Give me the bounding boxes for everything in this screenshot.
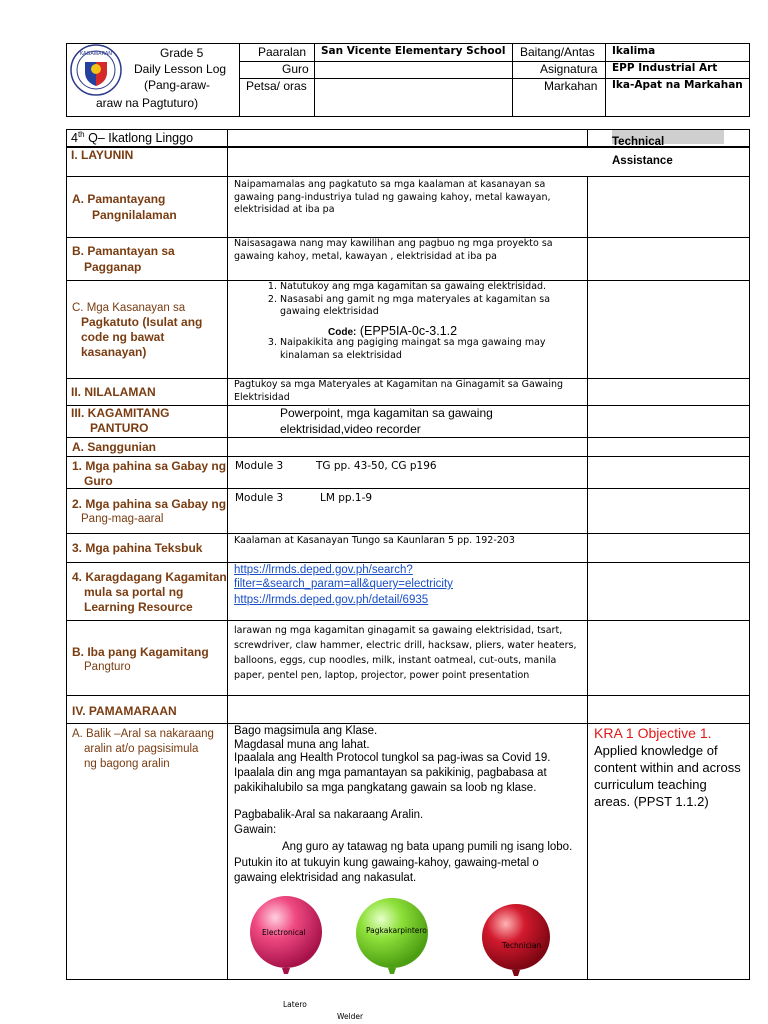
welder-label: Welder xyxy=(337,1012,364,1021)
pamantayang-text: Naipamamalas ang pagkatuto sa mga kaalaman at kasanayan sa gawaing pang-industriya tulad ng gawaing kahoy, metal kawayan, elektrisidad at iba pa xyxy=(234,179,551,215)
title-log: Daily Lesson Log xyxy=(134,62,227,76)
row-line xyxy=(66,533,750,534)
layunin-heading: I. LAYUNIN xyxy=(71,148,134,162)
kasanayan-label-1: C. Mga Kasanayan sa xyxy=(72,302,186,314)
week-divider-2 xyxy=(587,129,588,147)
header-divider-1 xyxy=(239,43,240,117)
baitang-value: Ikalima xyxy=(612,45,656,57)
row-line xyxy=(66,695,750,696)
header-divider-2 xyxy=(314,43,315,117)
kasanayan-label-4: kasanayan) xyxy=(81,345,147,359)
gabay-mag-label-2: Pang-mag-aaral xyxy=(81,513,164,525)
header-divider-4 xyxy=(605,43,606,117)
balik-label-1: A. Balik –Aral sa nakaraang xyxy=(72,728,214,740)
latero-label: Latero xyxy=(283,1000,307,1009)
gabay-mag-module: Module 3 xyxy=(235,492,284,504)
gabay-guro-label-1: 1. Mga pahina sa Gabay ng xyxy=(72,459,227,473)
balloon-pagkakarpintero[interactable] xyxy=(354,898,430,978)
technical-assistance-label: Technical Assistance xyxy=(612,130,724,144)
row-line xyxy=(66,723,750,724)
deped-seal-logo xyxy=(70,44,122,96)
quarter-label xyxy=(71,130,193,145)
nilalaman-text: Pagtukoy sa mga Materyales at Kagamitan na Ginagamit sa Gawaing Elektrisidad xyxy=(234,379,564,403)
asignatura-label: Asignatura xyxy=(540,62,598,76)
markahan-value: Ika-Apat na Markahan xyxy=(612,79,743,91)
kagamitang-text-2: elektrisidad,video recorder xyxy=(280,422,421,436)
gabay-guro-module: Module 3 xyxy=(235,460,284,472)
row-line xyxy=(66,620,750,621)
nilalaman-heading: II. NILALAMAN xyxy=(71,385,156,399)
procedure-line-3: Ipaalala ang Health Protocol tungkol sa pag-iwas sa Covid 19. xyxy=(234,752,551,764)
kasanayan-list-3 xyxy=(250,337,570,362)
balik-label-2: aralin at/o pagsisimula xyxy=(84,743,199,755)
svg-text:KAGAWARAN: KAGAWARAN xyxy=(79,51,113,57)
pagganap-text: Naisasagawa nang may kawilihan ang pagbuo ng mga proyekto sa gawaing kahoy, metal, kawayan , elektrisidad at iba pa xyxy=(234,238,553,262)
resource-link-1[interactable]: https://lrmds.deped.gov.ph/search? filter=&search_param=all&query=electricity xyxy=(234,564,453,590)
quarter-sup: th xyxy=(77,130,85,139)
kagamitang-text-1: Powerpoint, mga kagamitan sa gawaing xyxy=(280,406,493,420)
code-value: (EPP5IA-0c-3.1.2 xyxy=(356,324,458,338)
balloon-electronical[interactable] xyxy=(248,896,324,978)
pagganap-label-1: B. Pamantayan sa xyxy=(72,244,175,258)
balloon-label: Pagkakarpintero xyxy=(366,926,427,935)
guro-label: Guro xyxy=(282,62,309,76)
iba-pang-label-1: B. Iba pang Kagamitang xyxy=(72,645,209,659)
kasanayan-list xyxy=(250,281,570,319)
pamantayang-label-1: A. Pamantayang xyxy=(72,192,166,206)
kra-title: KRA 1 Objective 1. xyxy=(594,725,712,741)
resource-link-2[interactable]: https://lrmds.deped.gov.ph/detail/6935 xyxy=(234,594,429,606)
pamamaraan-heading: IV. PAMAMARAAN xyxy=(72,704,177,718)
teksbuk-text: Kaalaman at Kasanayan Tungo sa Kaunlaran 5 pp. 192-203 xyxy=(234,535,515,546)
pamantayang-label-2: Pangnilalaman xyxy=(92,208,177,222)
procedure-para-4: Ang guro ay tatawag ng bata upang pumili ng isang lobo. Putukin ito at tukuyin kung gawaing-kahoy, gawaing-metal o gawaing elektrisidad ang nakasulat. xyxy=(234,841,573,884)
procedure-line-1: Bago magsimula ang Klase. xyxy=(234,725,378,737)
paaralan-label: Paaralan xyxy=(258,45,307,59)
kasanayan-item: 3. Naipakikita ang pagiging maingat sa mga gawaing may kinalaman sa elektrisidad xyxy=(280,337,570,362)
gabay-guro-pages: TG pp. 43-50, CG p196 xyxy=(316,460,437,472)
iba-pang-label-2: Pangturo xyxy=(84,661,131,673)
code-label: Code: xyxy=(328,327,357,338)
table-col-line-2 xyxy=(587,176,588,980)
teksbuk-label: 3. Mga pahina Teksbuk xyxy=(72,541,203,555)
header-divider-3 xyxy=(512,43,513,117)
karagdagang-label-3: Learning Resource xyxy=(84,600,193,614)
week-divider-1 xyxy=(227,129,228,147)
kra-text: Applied knowledge of content within and across curriculum teaching areas. (PPST 1.1.2) xyxy=(594,743,741,809)
iba-pang-text: larawan ng mga kagamitan ginagamit sa gawaing elektrisidad, tsart, screwdriver, claw hammer, electric drill, hacksaw, pliers, water heaters, balloons, eggs, cup noodles, milk, instant oatmeal, cut-outs, manila paper, pentel pen, laptop, projector, power point presentation xyxy=(234,625,577,681)
pagganap-label-2: Pagganap xyxy=(84,260,142,274)
kagamitang-heading-1: III. KAGAMITANG xyxy=(71,406,170,420)
paaralan-value: San Vicente Elementary School xyxy=(321,45,506,57)
title-sub2: araw na Pagtuturo) xyxy=(96,96,199,110)
procedure-para-3: Gawain: xyxy=(234,824,277,836)
row-line xyxy=(66,456,750,457)
row-line xyxy=(66,488,750,489)
gabay-mag-pages: LM pp.1-9 xyxy=(320,492,373,504)
procedure-para-2: Pagbabalik-Aral sa nakaraang Aralin. xyxy=(234,809,424,821)
balloon-technician[interactable] xyxy=(480,904,552,978)
asignatura-value: EPP Industrial Art xyxy=(612,62,718,74)
row-line xyxy=(66,176,750,177)
balik-label-3: ng bagong aralin xyxy=(84,758,170,770)
balloon-label: Technician xyxy=(502,941,542,950)
baitang-label: Baitang/Antas xyxy=(520,45,595,59)
table-col-line-1 xyxy=(227,147,228,980)
balloon-label: Electronical xyxy=(262,928,306,937)
kasanayan-label-2: Pagkatuto (Isulat ang xyxy=(81,315,203,329)
karagdagang-label-1: 4. Karagdagang Kagamitan xyxy=(72,570,227,584)
kagamitang-heading-2: PANTURO xyxy=(90,421,149,435)
title-grade: Grade 5 xyxy=(160,46,204,60)
kasanayan-label-3: code ng bawat xyxy=(81,330,165,344)
kasanayan-item: 1. Natutukoy ang mga kagamitan sa gawaing elektrisidad. xyxy=(280,281,570,294)
quarter-text: Q– Ikatlong Linggo xyxy=(84,131,194,146)
petsa-label: Petsa/ oras xyxy=(246,79,307,93)
markahan-label: Markahan xyxy=(544,79,598,93)
gabay-mag-label-1: 2. Mga pahina sa Gabay ng xyxy=(72,497,227,511)
kasanayan-item: 2. Nasasabi ang gamit ng mga materyales at kagamitan sa gawaing elektrisidad xyxy=(280,294,570,319)
sanggunian-heading: A. Sanggunian xyxy=(72,440,156,454)
karagdagang-label-2: mula sa portal ng xyxy=(84,585,184,599)
title-sub1: (Pang-araw- xyxy=(144,78,211,92)
quarter-num: 4 xyxy=(71,131,78,146)
procedure-para-1: Ipaalala din ang mga pamantayan sa pakikinig, pagbabasa at pakikihalubilo sa mga pangkatang gawain sa loob ng klase. xyxy=(234,767,547,794)
procedure-line-2: Magdasal muna ang lahat. xyxy=(234,739,370,751)
row-line xyxy=(66,437,750,438)
gabay-guro-label-2: Guro xyxy=(84,474,113,488)
